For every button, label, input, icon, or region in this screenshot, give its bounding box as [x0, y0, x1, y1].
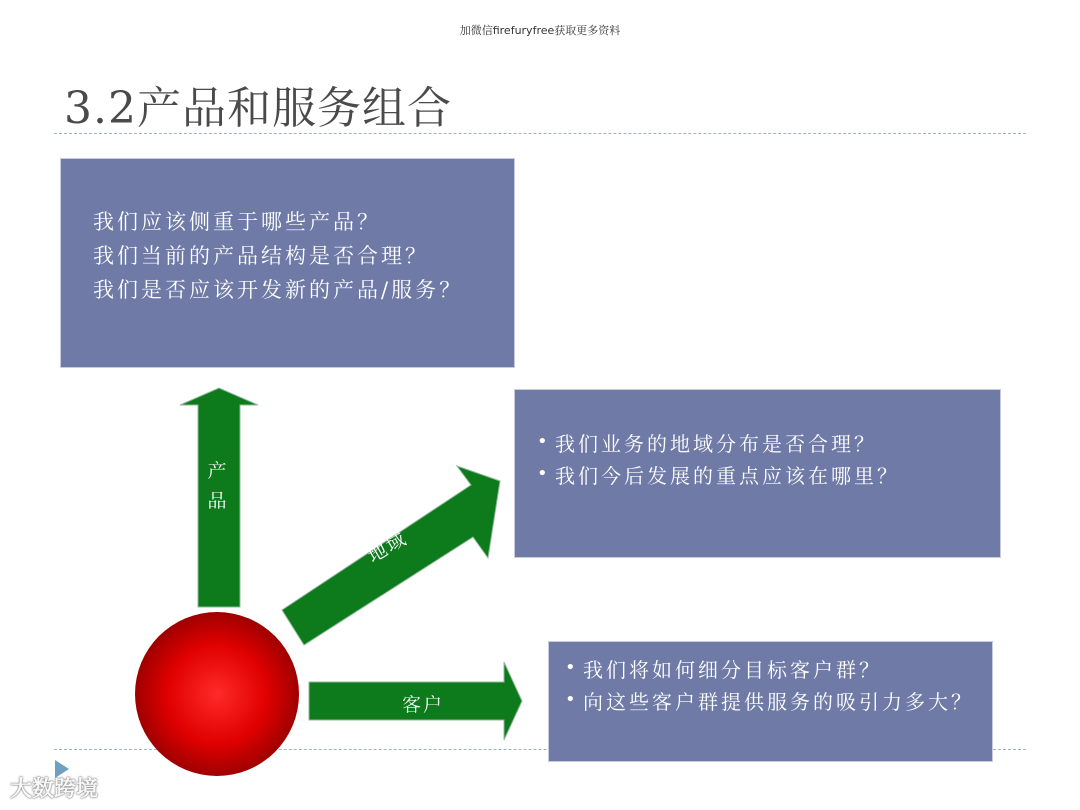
product-question-1: 我们应该侧重于哪些产品？: [93, 210, 381, 234]
region-question-1: • 我们业务的地域分布是否合理？: [537, 428, 1000, 460]
product-question-2: 我们当前的产品结构是否合理？: [93, 244, 429, 268]
watermark: 大数跨境: [10, 777, 99, 802]
product-arrow-label: 产 品: [207, 460, 229, 512]
page-title: 3.2产品和服务组合: [64, 83, 452, 134]
customer-question-1: • 我们将如何细分目标客户群？: [565, 654, 984, 686]
core-circle: [135, 612, 299, 776]
customer-question-2: • 向这些客户群提供服务的吸引力多大？: [565, 686, 984, 718]
product-question-3: 我们是否应该开发新的产品/服务？: [93, 278, 464, 302]
region-question-2: • 我们今后发展的重点应该在哪里？: [537, 460, 1000, 492]
region-arrow-label: 地域: [364, 527, 412, 568]
customer-arrow-label: 客户: [402, 694, 445, 716]
header-note: 加微信firefuryfree获取更多资料: [459, 24, 621, 37]
